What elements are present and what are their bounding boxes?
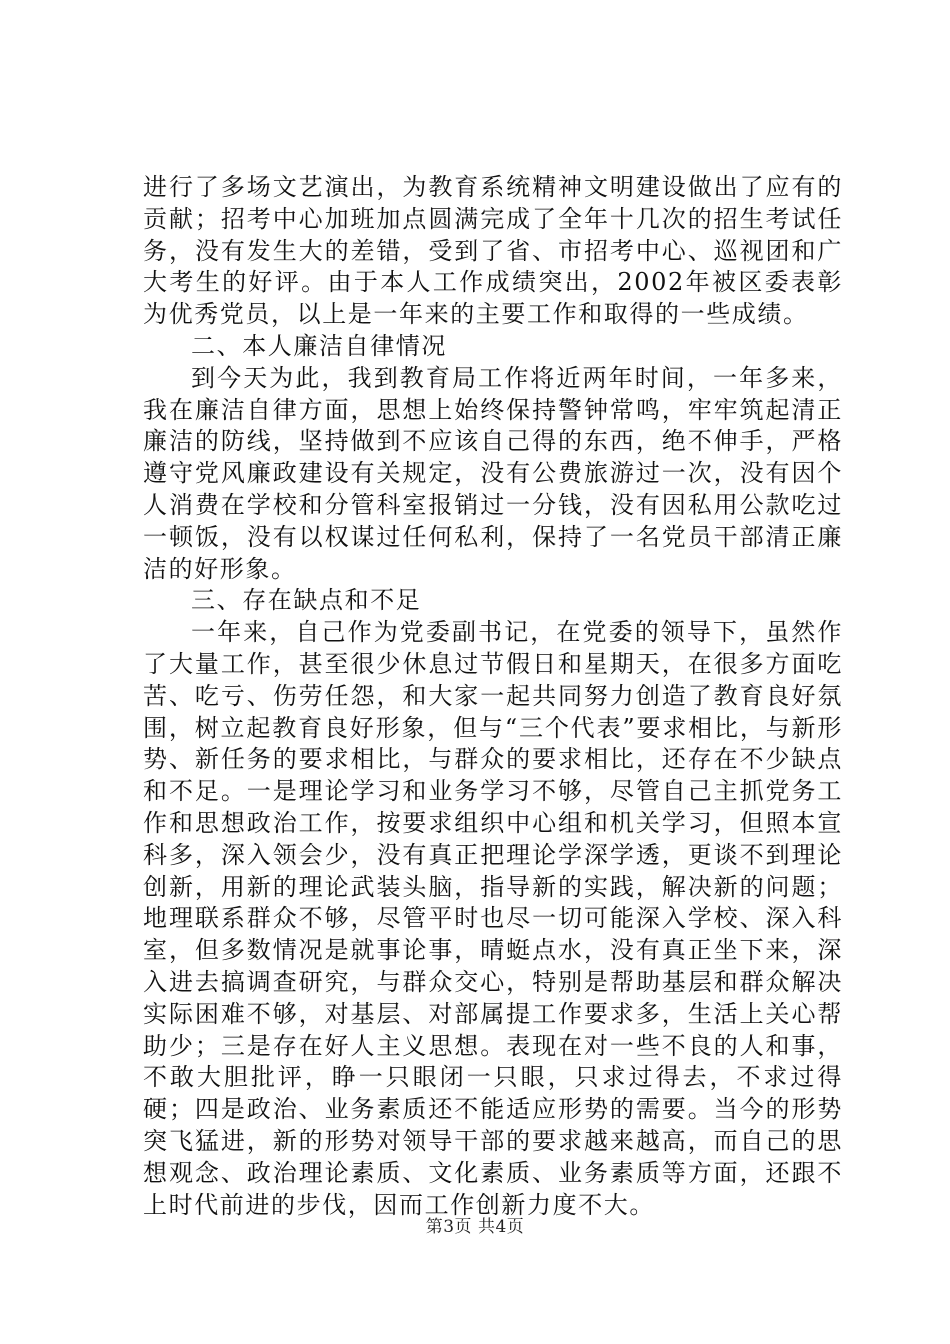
document-body: [143, 172, 843, 1221]
page-number-footer: 第3页 共4页: [425, 1217, 525, 1237]
section-heading-shortcomings: 三、存在缺点和不足: [191, 586, 422, 615]
paragraph-integrity: 到今天为此，我到教育局工作将近两年时间，一年多来，我在廉洁自律方面，思想上始终保持警钟常鸣，牢牢筑起清正廉洁的防线，坚持做到不应该自己得的东西，绝不伸手，严格遵守党风廉政建设有关规定，没有公费旅游过一次，没有因个人消费在学校和分管科室报销过一分钱，没有因私用公款吃过一顿饭，没有以权谋过任何私利，保持了一名党员干部清正廉洁的好形象。: [143, 363, 843, 583]
paragraph-shortcomings: 一年来，自己作为党委副书记，在党委的领导下，虽然作了大量工作，甚至很少休息过节假日和星期天，在很多方面吃苦、吃亏、伤劳任怨，和大家一起共同努力创造了教育良好氛围，树立起教育良好形象，但与“三个代表”要求相比，与新形势、新任务的要求相比，与群众的要求相比，还存在不少缺点和不足。一是理论学习和业务学习不够，尽管自己主抓党务工作和思想政治工作，按要求组织中心组和机关学习，但照本宣科多，深入领会少，没有真正把理论学深学透，更谈不到理论创新，用新的理论武装头脑，指导新的实践，解决新的问题；地理联系群众不够，尽管平时也尽一切可能深入学校、深入科室，但多数情况是就事论事，晴蜓点水，没有真正坐下来，深入进去搞调查研究，与群众交心，特别是帮助基层和群众解决实际困难不够，对基层、对部属提工作要求多，生活上关心帮助少；三是存在好人主义思想。表现在对一些不良的人和事，不敢大胆批评，睁一只眼闭一只眼，只求过得去，不求过得硬；四是政治、业务素质还不能适应形势的需要。当今的形势突飞猛进，新的形势对领导干部的要求越来越高，而自己的思想观念、政治理论素质、文化素质、业务素质等方面，还跟不上时代前进的步伐，因而工作创新力度不大。: [143, 618, 843, 1219]
paragraph-achievements-end: 进行了多场文艺演出，为教育系统精神文明建设做出了应有的贡献；招考中心加班加点圆满完成了全年十几次的招生考试任务，没有发生大的差错，受到了省、市招考中心、巡视团和广大考生的好评。由于本人工作成绩突出，2002年被区委表彰为优秀党员，以上是一年来的主要工作和取得的一些成绩。: [143, 173, 843, 329]
section-heading-integrity: 二、本人廉洁自律情况: [191, 331, 447, 360]
